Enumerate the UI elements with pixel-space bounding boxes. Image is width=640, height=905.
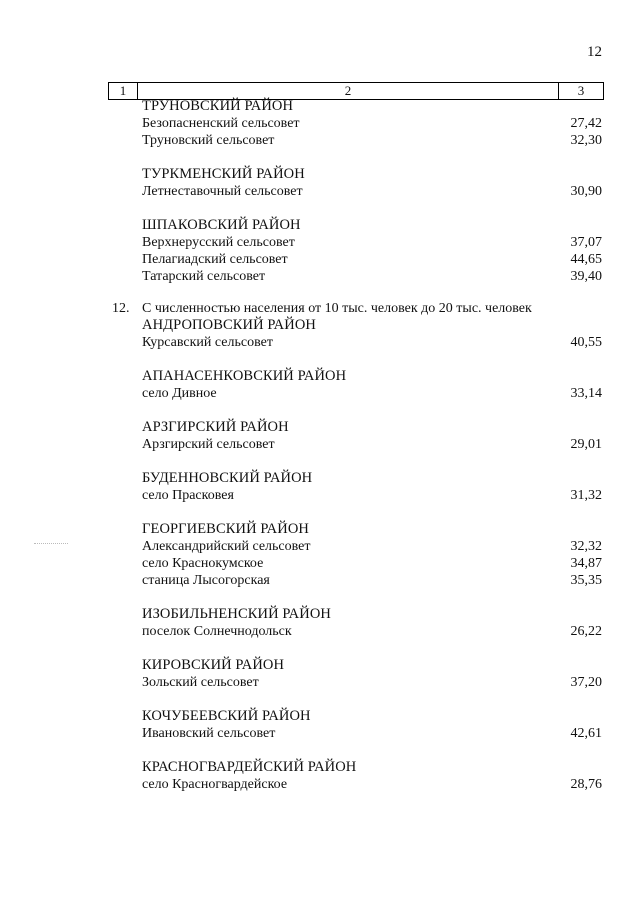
- settlement-value: 37,20: [570, 675, 602, 690]
- settlement-value: 29,01: [570, 437, 602, 452]
- settlement-value: 37,07: [570, 235, 602, 250]
- table-body: [108, 98, 602, 810]
- settlement-name: Зольский сельсовет: [142, 675, 259, 690]
- district-title: ТУРКМЕНСКИЙ РАЙОН: [142, 166, 305, 182]
- district-block: [108, 759, 602, 793]
- settlement-value: 42,61: [570, 726, 602, 741]
- settlement-value: 31,32: [570, 488, 602, 503]
- table-row: [108, 538, 602, 555]
- district-title: БУДЕННОВСКИЙ РАЙОН: [142, 470, 313, 486]
- table-row: [108, 385, 602, 402]
- district-title: ГЕОРГИЕВСКИЙ РАЙОН: [142, 521, 309, 537]
- settlement-value: 39,40: [570, 269, 602, 284]
- settlement-name: Труновский сельсовет: [142, 133, 275, 148]
- district-block: [108, 317, 602, 351]
- settlement-name: село Краснокумское: [142, 556, 264, 571]
- table-row: [108, 487, 602, 504]
- settlement-name: Татарский сельсовет: [142, 269, 266, 284]
- settlement-value: 32,30: [570, 133, 602, 148]
- table-row: [108, 436, 602, 453]
- district-block: [108, 419, 602, 453]
- settlement-value: 26,22: [570, 624, 602, 639]
- table-row: [108, 725, 602, 742]
- table-row: [108, 132, 602, 149]
- settlement-name: село Дивное: [142, 386, 217, 401]
- settlement-name: Ивановский сельсовет: [142, 726, 276, 741]
- settlement-name: Безопасненский сельсовет: [142, 116, 300, 131]
- table-row: [108, 251, 602, 268]
- settlement-value: 28,76: [570, 777, 602, 792]
- header-col-2: 2: [138, 83, 559, 99]
- table-row: [108, 674, 602, 691]
- table-row: [108, 234, 602, 251]
- settlement-name: село Красногвардейское: [142, 777, 288, 792]
- settlement-value: 32,32: [570, 539, 602, 554]
- settlement-name: Пелагиадский сельсовет: [142, 252, 288, 267]
- settlement-name: Летнеставочный сельсовет: [142, 184, 303, 199]
- table-row: [108, 555, 602, 572]
- district-block: [108, 98, 602, 149]
- settlement-value: 33,14: [570, 386, 602, 401]
- settlement-name: Арзгирский сельсовет: [142, 437, 275, 452]
- section-number: 12.: [112, 301, 130, 316]
- district-title: КРАСНОГВАРДЕЙСКИЙ РАЙОН: [142, 759, 357, 775]
- district-title: КИРОВСКИЙ РАЙОН: [142, 657, 285, 673]
- settlement-name: станица Лысогорская: [142, 573, 270, 588]
- settlement-value: 40,55: [570, 335, 602, 350]
- district-block: [108, 217, 602, 285]
- district-group-1: [108, 98, 602, 285]
- settlement-name: поселок Солнечнодольск: [142, 624, 292, 639]
- district-title: АПАНАСЕНКОВСКИЙ РАЙОН: [142, 368, 347, 384]
- district-title: ШПАКОВСКИЙ РАЙОН: [142, 217, 301, 233]
- settlement-value: 34,87: [570, 556, 602, 571]
- settlement-name: Курсавский сельсовет: [142, 335, 273, 350]
- table-row: [108, 334, 602, 351]
- table-row: [108, 572, 602, 589]
- settlement-name: Верхнерусский сельсовет: [142, 235, 295, 250]
- district-title: АРЗГИРСКИЙ РАЙОН: [142, 419, 289, 435]
- table-row: [108, 623, 602, 640]
- header-col-3: 3: [577, 83, 585, 98]
- district-title: АНДРОПОВСКИЙ РАЙОН: [142, 317, 316, 333]
- district-block: [108, 606, 602, 640]
- district-title: ИЗОБИЛЬНЕНСКИЙ РАЙОН: [142, 606, 331, 622]
- table-row: [108, 183, 602, 200]
- settlement-name: село Прасковея: [142, 488, 234, 503]
- page-number: 12: [587, 44, 602, 60]
- district-title: ТРУНОВСКИЙ РАЙОН: [142, 98, 294, 114]
- district-block: [108, 521, 602, 589]
- table-row: [108, 776, 602, 793]
- settlement-value: 30,90: [570, 184, 602, 199]
- header-col-1: 1: [109, 83, 138, 99]
- section-heading: [108, 300, 602, 317]
- district-group-2: [108, 317, 602, 793]
- district-block: [108, 166, 602, 200]
- section-text: С численностью населения от 10 тыс. человек до 20 тыс. человек: [142, 301, 532, 316]
- district-title: КОЧУБЕЕВСКИЙ РАЙОН: [142, 708, 311, 724]
- table-row: [108, 268, 602, 285]
- settlement-value: 35,35: [570, 573, 602, 588]
- district-block: [108, 657, 602, 691]
- district-block: [108, 708, 602, 742]
- district-block: [108, 368, 602, 402]
- district-block: [108, 470, 602, 504]
- margin-mark: [34, 543, 68, 544]
- settlement-value: 27,42: [570, 116, 602, 131]
- table-row: [108, 115, 602, 132]
- settlement-value: 44,65: [570, 252, 602, 267]
- settlement-name: Александрийский сельсовет: [142, 539, 311, 554]
